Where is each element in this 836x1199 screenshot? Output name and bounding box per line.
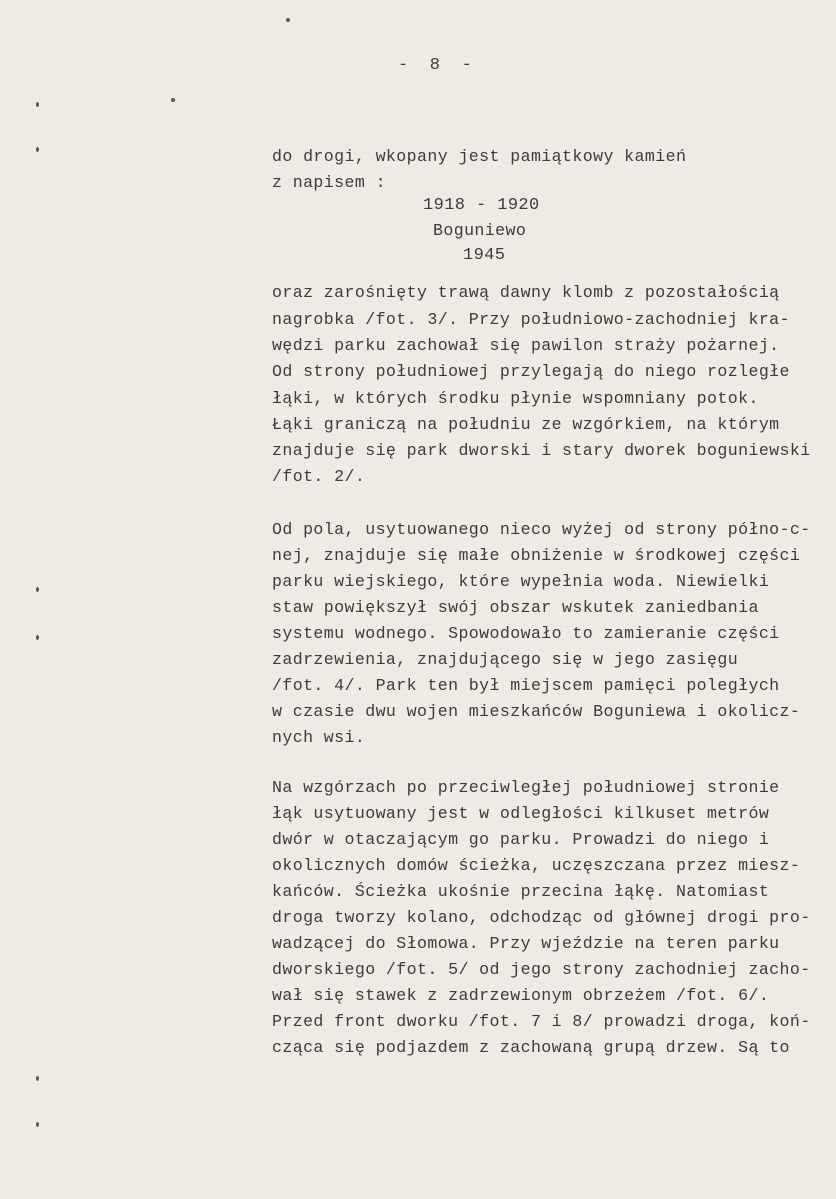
text-line: łąki, w których środku płynie wspomniany potok.	[272, 389, 759, 408]
text-line: cząca się podjazdem z zachowaną grupą drzew. Są to	[272, 1038, 790, 1057]
text-line: kańców. Ścieżka ukośnie przecina łąkę. Natomiast	[272, 882, 770, 901]
ink-speck	[286, 18, 290, 22]
text-line: systemu wodnego. Spowodowało to zamieranie części	[272, 624, 780, 643]
text-line: wał się stawek z zadrzewionym obrzeżem /fot. 6/.	[272, 986, 770, 1005]
text-line: /fot. 2/.	[272, 467, 366, 486]
binding-mark	[36, 1076, 39, 1081]
text-line: znajduje się park dworski i stary dworek boguniewski	[272, 441, 811, 460]
text-line: wadzącej do Słomowa. Przy wjeździe na teren parku	[272, 934, 780, 953]
binding-mark	[36, 1122, 39, 1127]
text-line: staw powiększył swój obszar wskutek zaniedbania	[272, 598, 759, 617]
text-line: parku wiejskiego, które wypełnia woda. Niewielki	[272, 572, 770, 591]
text-line: /fot. 4/. Park ten był miejscem pamięci poległych	[272, 676, 780, 695]
text-line: dwór w otaczającym go parku. Prowadzi do niego i	[272, 830, 770, 849]
text-line: łąk usytuowany jest w odległości kilkuset metrów	[272, 804, 770, 823]
inscription-place: Boguniewo	[433, 221, 527, 240]
page-number: - 8 -	[398, 56, 473, 75]
ink-speck	[171, 98, 175, 102]
binding-mark	[36, 147, 39, 152]
text-line: nych wsi.	[272, 728, 366, 747]
text-line: Od strony południowej przylegają do niego rozległe	[272, 362, 790, 381]
text-line: oraz zarośnięty trawą dawny klomb z pozostałością	[272, 283, 780, 302]
text-line: Od pola, usytuowanego nieco wyżej od strony półno-c-	[272, 520, 811, 539]
text-line: nagrobka /fot. 3/. Przy południowo-zachodniej kra-	[272, 310, 790, 329]
inscription-year: 1945	[463, 246, 506, 265]
text-line: Przed front dworku /fot. 7 i 8/ prowadzi droga, koń-	[272, 1012, 811, 1031]
text-line: dworskiego /fot. 5/ od jego strony zachodniej zacho-	[272, 960, 811, 979]
text-line: Na wzgórzach po przeciwległej południowej stronie	[272, 778, 780, 797]
inscription-years: 1918 - 1920	[423, 196, 540, 215]
text-line: okolicznych domów ścieżka, uczęszczana przez miesz-	[272, 856, 801, 875]
text-line: wędzi parku zachował się pawilon straży pożarnej.	[272, 336, 780, 355]
binding-mark	[36, 635, 39, 640]
text-line: z napisem :	[272, 173, 386, 192]
text-line: Łąki graniczą na południu ze wzgórkiem, na którym	[272, 415, 780, 434]
text-line: w czasie dwu wojen mieszkańców Boguniewa i okolicz-	[272, 702, 801, 721]
text-line: nej, znajduje się małe obniżenie w środkowej części	[272, 546, 801, 565]
text-line: droga tworzy kolano, odchodząc od głównej drogi pro-	[272, 908, 811, 927]
binding-mark	[36, 587, 39, 592]
binding-mark	[36, 102, 39, 107]
text-line: do drogi, wkopany jest pamiątkowy kamień	[272, 147, 687, 166]
text-line: zadrzewienia, znajdującego się w jego zasięgu	[272, 650, 739, 669]
